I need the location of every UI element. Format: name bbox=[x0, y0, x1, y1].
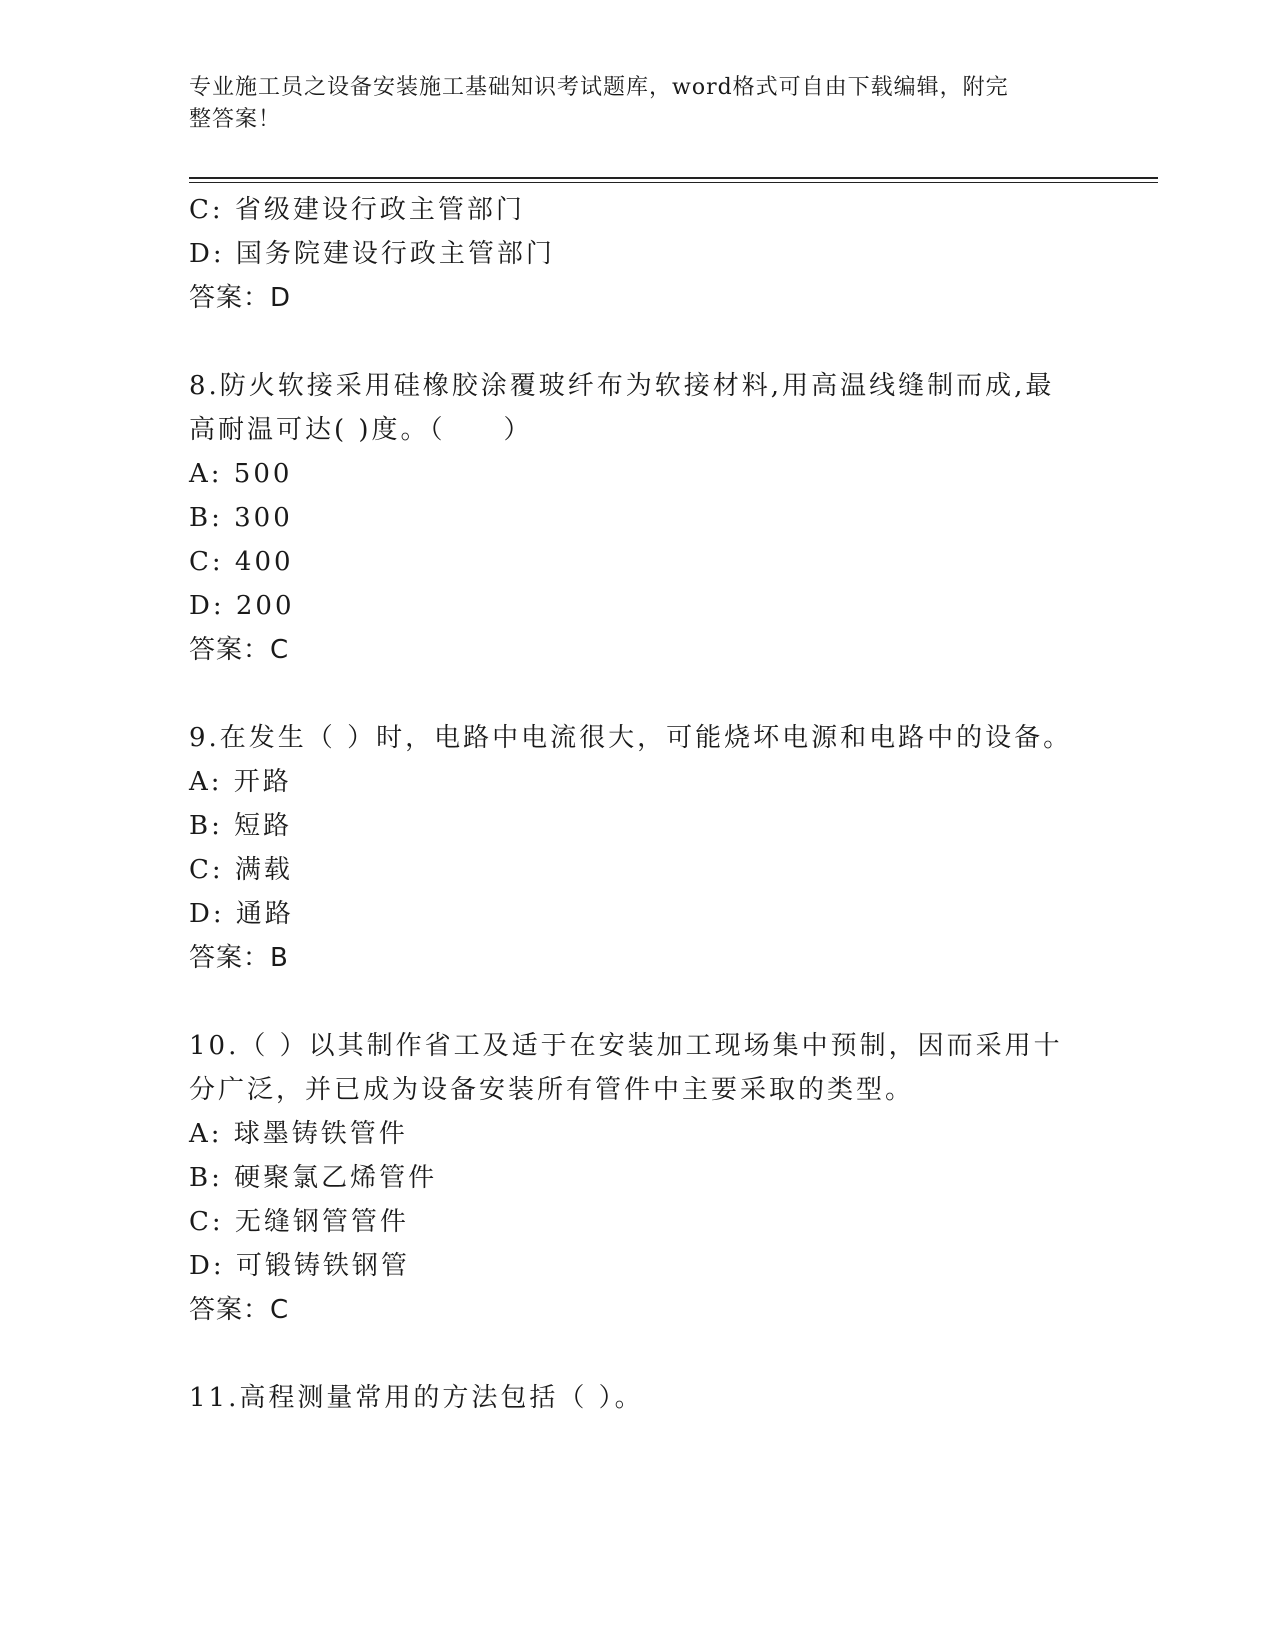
document-header bbox=[189, 72, 1069, 136]
q8-option-a: A: 500 bbox=[189, 459, 293, 489]
q8-option-d: D: 200 bbox=[189, 591, 295, 621]
q8-option-b: B: 300 bbox=[189, 503, 293, 533]
q9-option-c: C: 满载 bbox=[189, 855, 293, 885]
q10-answer: 答案：C bbox=[189, 1295, 290, 1325]
header-divider-thin bbox=[189, 182, 1158, 183]
q7-answer: 答案：D bbox=[189, 283, 292, 313]
q8-stem-line-1: 8.防火软接采用硅橡胶涂覆玻纤布为软接材料,用高温线缝制而成,最 bbox=[189, 371, 1055, 401]
q8-answer: 答案：C bbox=[189, 635, 290, 665]
header-line-2: 整答案！ bbox=[189, 107, 282, 132]
q7-option-d: D: 国务院建设行政主管部门 bbox=[189, 239, 555, 269]
q10-option-c: C: 无缝钢管管件 bbox=[189, 1207, 409, 1237]
q7-option-c: C: 省级建设行政主管部门 bbox=[189, 195, 525, 225]
q9-option-a: A: 开路 bbox=[189, 767, 292, 797]
q10-stem-line-1: 10.（ ）以其制作省工及适于在安装加工现场集中预制，因而采用十 bbox=[189, 1031, 1063, 1061]
q8-option-c: C: 400 bbox=[189, 547, 294, 577]
q9-answer: 答案：B bbox=[189, 943, 289, 973]
q10-option-d: D: 可锻铸铁钢管 bbox=[189, 1251, 410, 1281]
q10-option-b: B: 硬聚氯乙烯管件 bbox=[189, 1163, 438, 1193]
q8-stem-line-2: 高耐温可达( )度。（ ） bbox=[189, 415, 533, 445]
q10-stem-line-2: 分广泛，并已成为设备安装所有管件中主要采取的类型。 bbox=[189, 1075, 915, 1105]
header-divider-thick bbox=[189, 177, 1158, 179]
q11-stem: 11.高程测量常用的方法包括（ ）。 bbox=[189, 1383, 644, 1413]
q9-option-d: D: 通路 bbox=[189, 899, 294, 929]
q9-option-b: B: 短路 bbox=[189, 811, 293, 841]
q10-option-a: A: 球墨铸铁管件 bbox=[189, 1119, 408, 1149]
q9-stem: 9.在发生（ ）时，电路中电流很大，可能烧坏电源和电路中的设备。 bbox=[189, 723, 1073, 753]
header-line-1: 专业施工员之设备安装施工基础知识考试题库，word格式可自由下载编辑，附完 bbox=[189, 75, 1009, 100]
